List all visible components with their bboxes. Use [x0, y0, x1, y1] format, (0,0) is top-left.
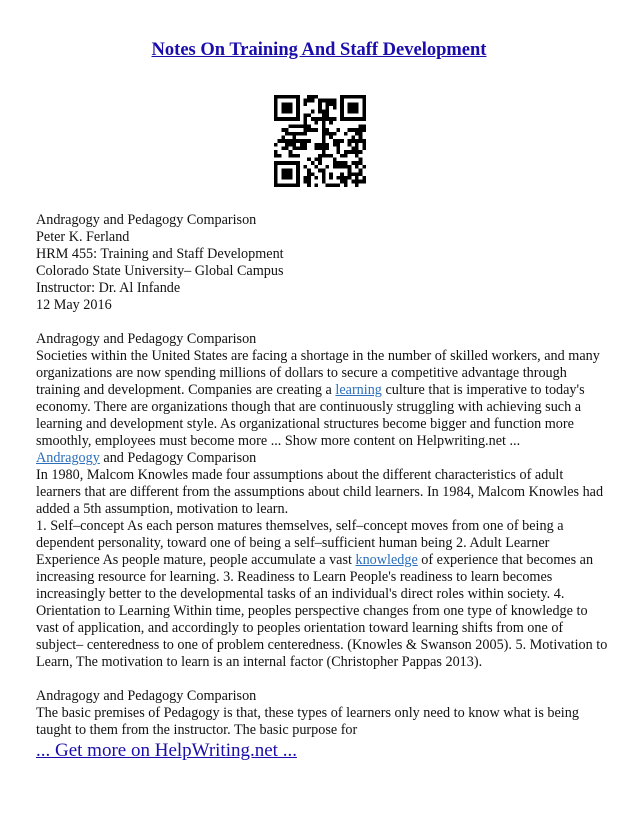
section-heading: Andragogy and Pedagogy Comparison	[36, 688, 257, 704]
paragraph-line: The basic premises of Pedagogy is that, these types of learners only need to know what is being	[36, 705, 579, 721]
knowledge-link[interactable]: knowledge	[355, 552, 418, 568]
paragraph-line: subject– centeredness to one of problem centeredness. (Knowles & Swanson 2005). 5. Motivation to	[36, 637, 608, 653]
paragraph-line: taught to them from the instructor. The basic purpose for	[36, 722, 358, 738]
paragraph-line: economy. There are organizations though that are continuously struggling with achieving such a	[36, 399, 582, 415]
header-line: Instructor: Dr. Al Infande	[36, 280, 181, 296]
document-body	[36, 212, 608, 739]
learning-link[interactable]: learning	[335, 382, 382, 398]
header-line: HRM 455: Training and Staff Development	[36, 246, 284, 262]
paragraph-line: learning and development style. As organizational structures become bigger and function more	[36, 416, 574, 432]
header-line: Colorado State University– Global Campus	[36, 263, 284, 279]
paragraph-line: learners that are different from the assumptions about child learners. In 1984, Malcom Knowles had	[36, 484, 604, 500]
paragraph-line: Orientation to Learning Within time, peoples perspective changes from one type of knowledge to	[36, 603, 588, 619]
header-line: Peter K. Ferland	[36, 229, 130, 245]
paragraph-line: training and development. Companies are creating a learning culture that is imperative to today's	[36, 382, 585, 398]
paragraph-line: Experience As people mature, people accumulate a vast knowledge of experience that becomes an	[36, 552, 594, 568]
paragraph-line: In 1980, Malcom Knowles made four assumptions about the different characteristics of adult	[36, 467, 564, 483]
qr-code-icon	[274, 95, 366, 187]
paragraph-line: smoothly, employees must become more ... Show more content on Helpwriting.net ...	[36, 433, 521, 449]
paragraph-line: added a 5th assumption, motivation to learn.	[36, 501, 289, 517]
paragraph-line: Andragogy and Pedagogy Comparison	[36, 450, 257, 466]
header-line: 12 May 2016	[36, 297, 112, 313]
document-title[interactable]: Notes On Training And Staff Development	[151, 40, 487, 60]
paragraph-line: Societies within the United States are facing a shortage in the number of skilled workers, and many	[36, 348, 600, 364]
section-heading: Andragogy and Pedagogy Comparison	[36, 331, 257, 347]
header-line: Andragogy and Pedagogy Comparison	[36, 212, 257, 228]
paragraph-line: dependent personality, toward one of being a self–sufficient human being 2. Adult Learner	[36, 535, 550, 551]
paragraph-line: 1. Self–concept As each person matures themselves, self–concept moves from one of being a	[36, 518, 564, 534]
paragraph-line: organizations are now spending millions of dollars to secure a competitive advantage through	[36, 365, 567, 381]
paragraph-line: Learn, The motivation to learn is an internal factor (Christopher Pappas 2013).	[36, 654, 483, 670]
paragraph-line: increasing resource for learning. 3. Readiness to Learn People's readiness to learn becomes	[36, 569, 553, 585]
get-more-link[interactable]: ... Get more on HelpWriting.net ...	[36, 740, 297, 761]
paragraph-line: increasingly better to the developmental tasks of an individual's direct roles within society. 4.	[36, 586, 565, 602]
paragraph-line: vast of application, and accordingly to peoples orientation toward learning shifts from one of	[36, 620, 564, 636]
andragogy-link[interactable]: Andragogy	[36, 450, 100, 466]
